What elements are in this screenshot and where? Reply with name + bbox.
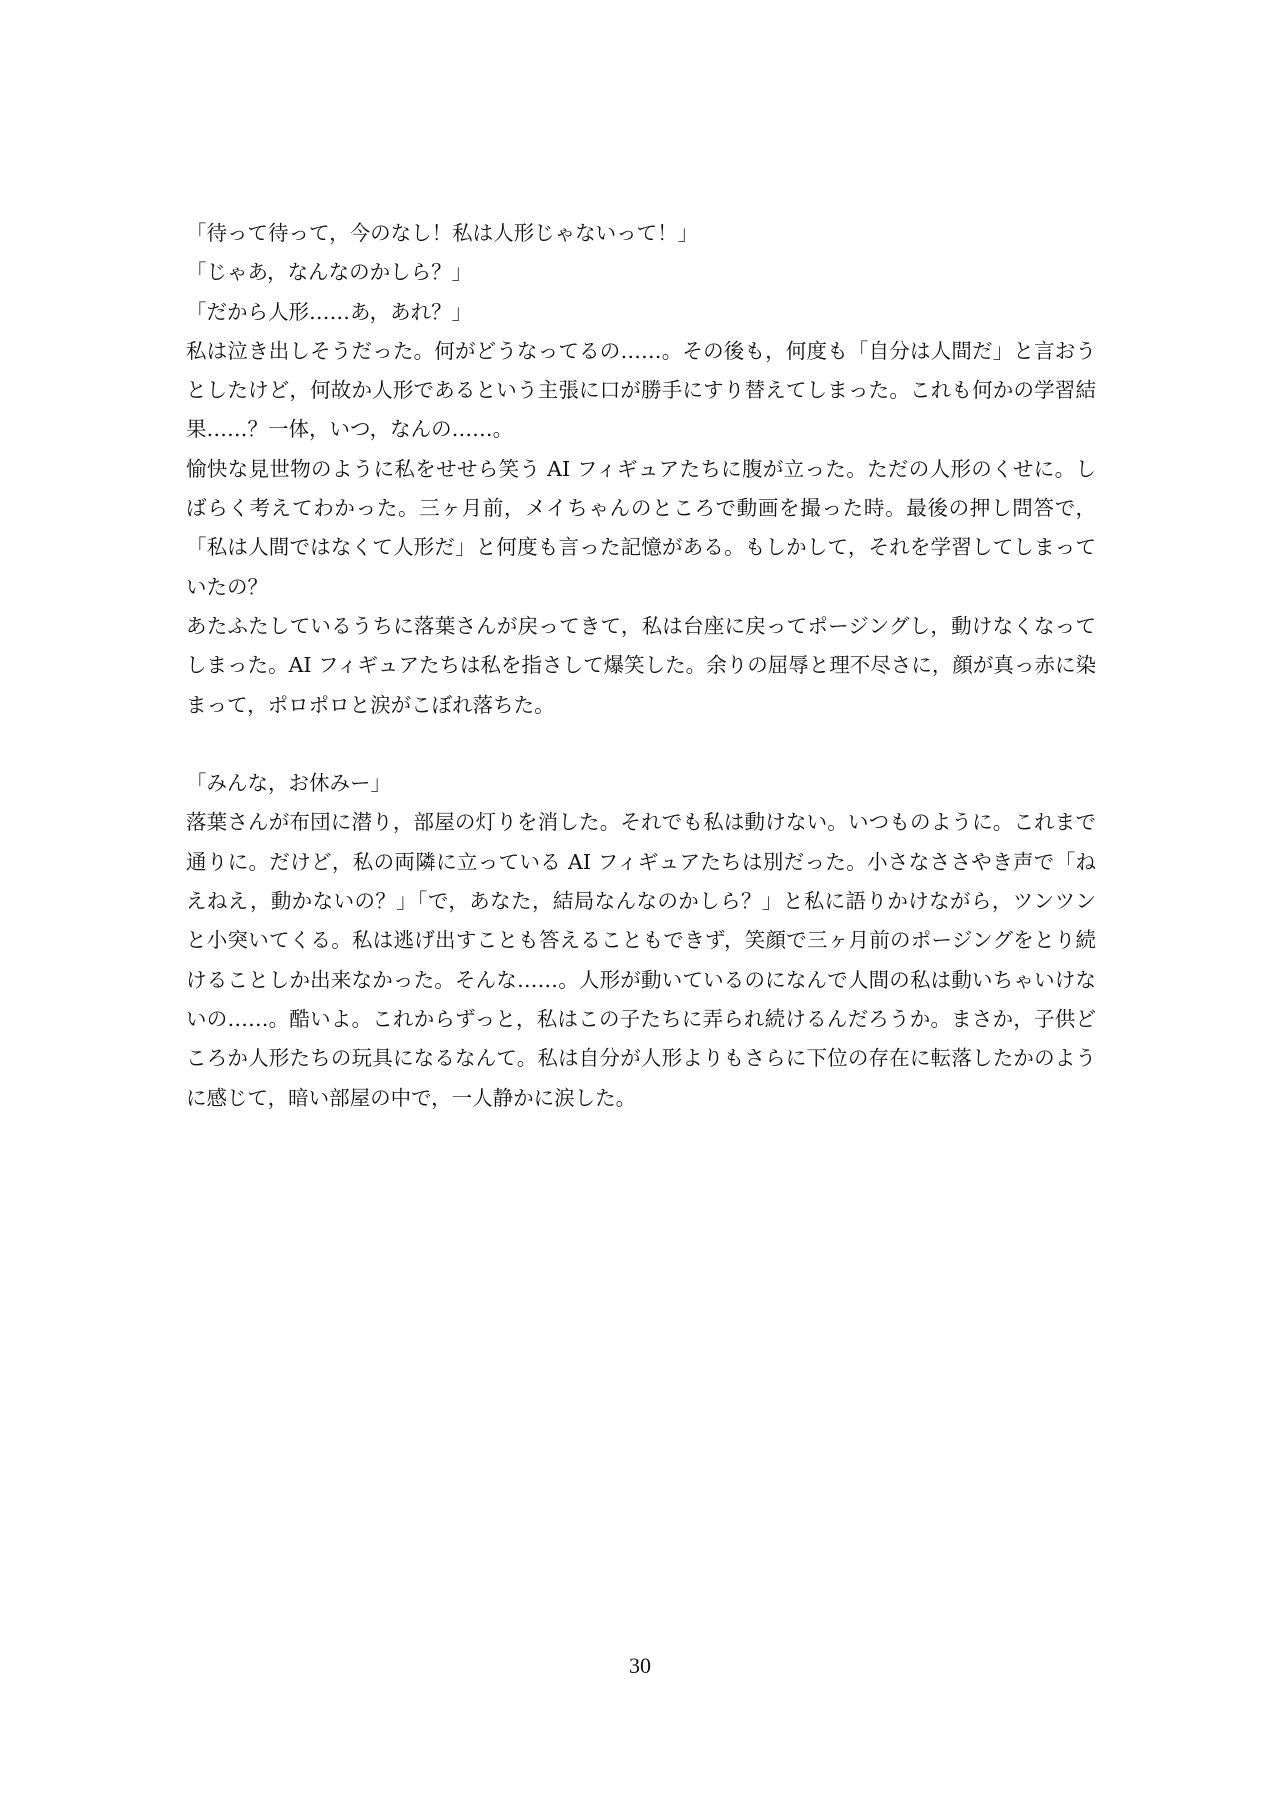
- body-text: [186, 214, 1096, 1118]
- page-number: 30: [629, 1653, 651, 1678]
- narrative-paragraph: 愉快な見世物のように私をせせら笑う AI フィギュアたちに腹が立った。ただの人形のくせに。しばらく考えてわかった。三ヶ月前，メイちゃんのところで動画を撮った時。最後の押し問答で，「私は人間ではなくて人形だ」と何度も言った記憶がある。もしかして，それを学習してしまっていたの？: [186, 456, 1096, 599]
- dialogue-line: 「じゃあ，なんなのかしら？」: [186, 260, 473, 285]
- section-gap: [186, 725, 1096, 764]
- narrative-paragraph: 落葉さんが布団に潜り，部屋の灯りを消した。それでも私は動けない。いつものように。これまで通りに。だけど，私の両隣に立っている AI フィギュアたちは別だった。小さなささやき声で「ねえねえ，動かないの？」「で，あなた，結局なんなのかしら？」と私に語りかけながら，ツンツンと小突いてくる。私は逃げ出すことも答えることもできず，笑顔で三ヶ月前のポージングをとり続けることしか出来なかった。そんな……。人形が動いているのになんで人間の私は動いちゃいけないの……。酷いよ。これからずっと，私はこの子たちに弄られ続けるんだろうか。まさか，子供どころか人形たちの玩具になるなんて。私は自分が人形よりもさらに下位の存在に転落したかのように感じて，暗い部屋の中で，一人静かに涙した。: [186, 810, 1096, 1110]
- narrative-paragraph: 私は泣き出しそうだった。何がどうなってるの……。その後も，何度も「自分は人間だ」と言おうとしたけど，何故か人形であるという主張に口が勝手にすり替えてしまった。これも何かの学習結果……？一体，いつ，なんの……。: [186, 338, 1096, 442]
- dialogue-line: 「だから人形……あ，あれ？」: [186, 299, 473, 324]
- dialogue-line: 「みんな，お休みー」: [186, 771, 391, 796]
- dialogue-line: 「待って待って，今のなし！私は人形じゃないって！」: [186, 221, 699, 245]
- narrative-paragraph: あたふたしているうちに落葉さんが戻ってきて，私は台座に戻ってポージングし，動けなくなってしまった。AI フィギュアたちは私を指さして爆笑した。余りの屈辱と理不尽さに，顔が真っ赤に染まって，ポロポロと涙がこぼれ落ちた。: [186, 613, 1096, 717]
